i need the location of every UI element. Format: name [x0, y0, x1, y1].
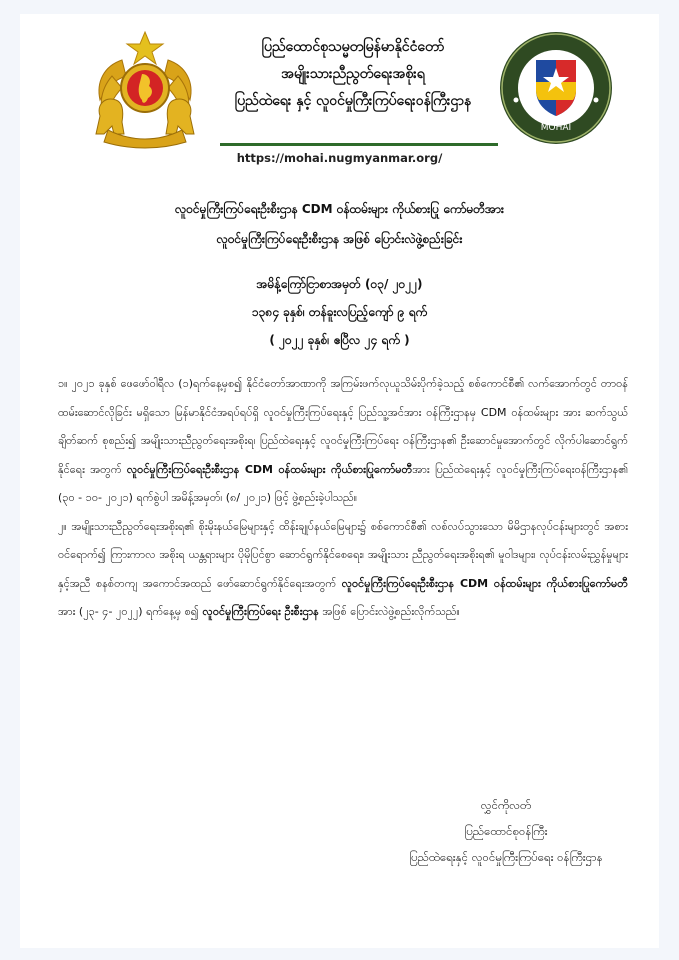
mohai-label: MOHAI: [540, 123, 572, 133]
notice-number: အမိန့်ကြော်ငြာစာအမှတ် (၀၃/ ၂၀၂၂): [256, 277, 423, 291]
website-url[interactable]: https://mohai.nugmyanmar.org/: [236, 151, 443, 165]
paragraph-2: [58, 513, 628, 627]
document-title: [20, 194, 659, 254]
notice-block: [20, 270, 659, 354]
title-line-2: လူဝင်မှုကြီးကြပ်ရေးဦးစီးဌာန အဖြစ် ပြောင်းလဲဖွဲ့စည်းခြင်း: [216, 232, 463, 246]
header-government: အမျိုးသားညီညွတ်ရေးအစိုးရ: [281, 66, 425, 82]
para2-bold-committee: လူဝင်မှုကြီးကြပ်ရေးဦးစီးဌာန CDM ဝန်ထမ်းများ ကိုယ်စားပြုကော်မတီ: [341, 576, 628, 590]
para1-bold-committee: လူဝင်မှုကြီးကြပ်ရေးဦးစီးဌာန CDM ဝန်ထမ်းများ ကိုယ်စားပြုကော်မတီ: [126, 462, 413, 476]
header-ministry: ပြည်ထဲရေး နှင့် လူဝင်မှုကြီးကြပ်ရေးဝန်ကြီးဌာန: [234, 93, 472, 109]
para1-text-c: အား ပြည်ထဲရေးနှင့် လူဝင်မှုကြီးကြပ်ရေးဝန်ကြီးဌာန၏ (၃၀ - ၁၀- ၂၀၂၁) ရက်စွဲပါ အမိန့်အမှတ်၊ (၈/ ၂၀၂၁) ဖြင့် ဖွဲ့စည်းခဲ့ပါသည်။: [58, 462, 628, 504]
notice-gregorian-date: ( ၂၀၂၂ ခုနှစ်၊ ဧပြီလ ၂၄ ရက် ): [269, 333, 410, 347]
header-divider: [220, 143, 498, 146]
title-line-1: လူဝင်မှုကြီးကြပ်ရေးဦးစီးဌာန CDM ဝန်ထမ်းများ ကိုယ်စားပြု ကော်မတီအား: [175, 202, 504, 216]
mohai-logo: [498, 30, 614, 146]
para2-bold-department: လူဝင်မှုကြီးကြပ်ရေး ဦးစီးဌာန: [202, 605, 319, 618]
notice-myanmar-date: ၁၃၈၄ ခုနှစ်၊ တန်ခူးလပြည့်ကျော် ၉ ရက်: [251, 305, 428, 319]
para2-text-e: အဖြစ် ပြောင်းလဲဖွဲ့စည်းလိုက်သည်။: [318, 605, 460, 618]
signatory-name: လွှင်ကိုလတ်: [480, 798, 532, 812]
signatory-ministry: ပြည်ထဲရေးနှင့် လူဝင်မှုကြီးကြပ်ရေး ဝန်ကြီးဌာန: [409, 850, 603, 864]
document-body: [58, 370, 628, 627]
paragraph-1: [58, 370, 628, 513]
signature-block: [360, 792, 652, 870]
para1-text-a: ၁။ ၂၀၂၁ ခုနှစ် ဖေဖော်ဝါရီလ (၁)ရက်နေ့မှစ၍ နိုင်ငံတော်အာဏာကို အကြမ်းဖက်လုယူသိမ်းပိုက်ခဲ့သည့် စစ်ကောင်စီ၏ လက်အောက်တွင် တာဝန်ထမ်းဆောင်လိုခြင်း မရှိသော မြန်မာနိုင်ငံအရပ်ရပ်ရှိ လူဝင်မှုကြီးကြပ်ရေးနှင့် ပြည်သူ့အင်အား ဝန်ကြီးဌာနမှ CDM ဝန်ထမ်းများ အား ဆက်သွယ်ချိတ်ဆက် စုစည်း၍ အမျိုးသားညီညွတ်ရေးအစိုးရ၊ ပြည်ထဲရေးနှင့် လူဝင်မှုကြီးကြပ်ရေး ဝန်ကြီးဌာန၏ ဦးဆောင်မှုအောက်တွင် လိုက်ပါဆောင်ရွက်နိုင်ရေး အတွက်: [58, 377, 628, 476]
ministry-header: [210, 34, 496, 115]
header-country: ပြည်ထောင်စုသမ္မတမြန်မာနိုင်ငံတော်: [261, 39, 445, 55]
para2-text-c: အား (၂၃- ၄- ၂၀၂၂) ရက်နေ့မှ စ၍: [58, 605, 203, 618]
signatory-title: ပြည်ထောင်စုဝန်ကြီး: [464, 824, 548, 838]
state-emblem-logo: [82, 30, 208, 150]
document-page: [20, 14, 659, 948]
para2-text-a: ၂။ အမျိုးသားညီညွတ်ရေးအစိုးရ၏ စိုးမိုးနယ်မြေများနှင့် ထိန်းချုပ်နယ်မြေများ၌ စစ်ကောင်စီ၏ လစ်လပ်သွားသော မိမိဌာနလုပ်ငန်းများတွင် အစားဝင်ရောက်၍ ကြားကာလ အစိုးရ ယန္တရားများ ပိုမိုပြင်စွာ ဆောင်ရွက်နိုင်စေရေး၊ အမျိုးသား ညီညွတ်ရေးအစိုးရ၏ မူဝါဒများ၊ လုပ်ငန်းလမ်းညွှန်မှုများနှင့်အညီ စနစ်တကျ အကောင်အထည် ဖော်ဆောင်ရွက်နိုင်ရေးအတွက်: [58, 519, 628, 590]
